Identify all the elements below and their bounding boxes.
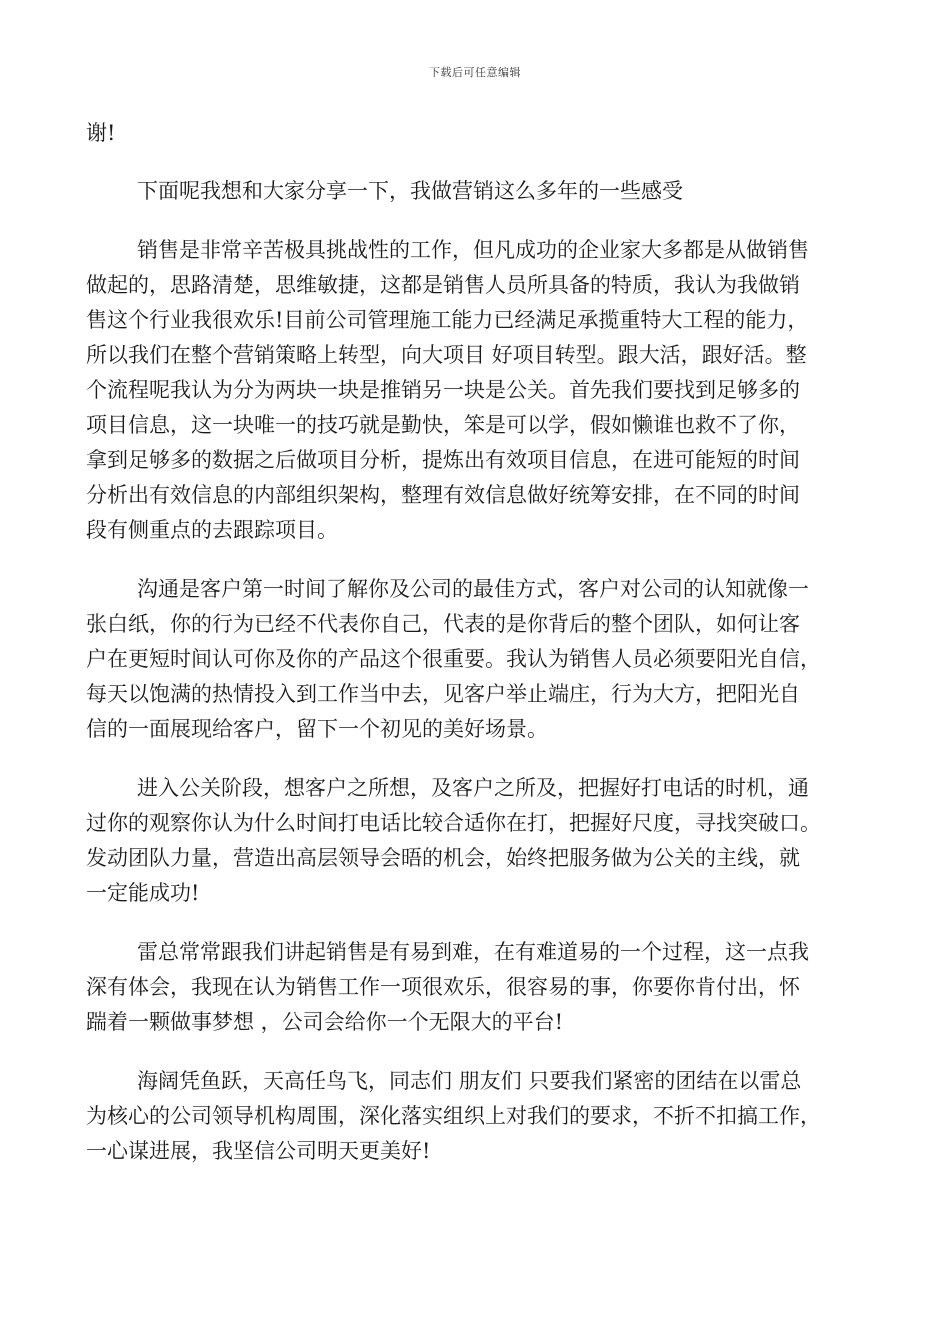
text-line: 信的一面展现给客户，留下一个初见的美好场景。 — [86, 717, 548, 741]
text-line: 发动团队力量，营造出高层领导会晤的机会，始终把服务做为公关的主线，就 — [86, 846, 800, 870]
text-line: 个流程呢我认为分为两块一块是推销另一块是公关。首先我们要找到足够多的 — [86, 378, 800, 402]
text-line: 踹着一颗做事梦想 ，公司会给你一个无限大的平台! — [86, 1010, 564, 1034]
text-line: 拿到足够多的数据之后做项目分析，提炼出有效项目信息，在进可能短的时间 — [86, 448, 800, 472]
text-line: 分析出有效信息的内部组织架构，整理有效信息做好统筹安排，在不同的时间 — [86, 483, 800, 507]
text-line: 谢! — [86, 121, 116, 145]
paragraph — [86, 233, 862, 548]
text-line: 售这个行业我很欢乐!目前公司管理施工能力已经满足承揽重特大工程的能力， — [86, 308, 809, 332]
document-body — [86, 116, 862, 1193]
text-line: 沟通是客户第一时间了解你及公司的最佳方式，客户对公司的认知就像一 — [137, 577, 809, 601]
paragraph — [86, 572, 862, 747]
text-line: 销售是非常辛苦极具挑战性的工作，但凡成功的企业家大多都是从做销售 — [137, 238, 809, 262]
text-line: 一定能成功! — [86, 881, 200, 905]
text-line: 户在更短时间认可你及你的产品这个很重要。我认为销售人员必须要阳光自信， — [86, 647, 821, 671]
text-line: 张白纸，你的行为已经不代表你自己，代表的是你背后的整个团队，如何让客 — [86, 612, 800, 636]
text-line: 所以我们在整个营销策略上转型，向大项目 好项目转型。跟大活，跟好活。整 — [86, 343, 807, 367]
paragraph — [86, 1064, 862, 1169]
paragraph — [86, 174, 862, 209]
text-line: 进入公关阶段，想客户之所想，及客户之所及，把握好打电话的时机，通 — [137, 776, 809, 800]
text-line: 段有侧重点的去跟踪项目。 — [86, 518, 338, 542]
text-line: 海阔凭鱼跃，天高任鸟飞，同志们 朋友们 只要我们紧密的团结在以雷总 — [137, 1069, 802, 1093]
text-line: 深有体会，我现在认为销售工作一项很欢乐，很容易的事，你要你肯付出，怀 — [86, 975, 800, 999]
paragraph — [86, 935, 862, 1040]
text-line: 雷总常常跟我们讲起销售是有易到难，在有难道易的一个过程，这一点我 — [137, 940, 809, 964]
header-note: 下载后可任意编辑 — [429, 66, 521, 79]
text-line: 项目信息，这一块唯一的技巧就是勤快，笨是可以学，假如懒谁也救不了你， — [86, 413, 800, 437]
text-line: 每天以饱满的热情投入到工作当中去，见客户举止端庄，行为大方，把阳光自 — [86, 682, 800, 706]
text-line: 为核心的公司领导机构周围，深化落实组织上对我们的要求，不折不扣搞工作， — [86, 1104, 821, 1128]
paragraph — [86, 116, 862, 151]
paragraph — [86, 771, 862, 911]
text-line: 下面呢我想和大家分享一下，我做营销这么多年的一些感受 — [137, 179, 683, 203]
text-line: 过你的观察你认为什么时间打电话比较合适你在打，把握好尺度，寻找突破口。 — [86, 811, 821, 835]
text-line: 做起的，思路清楚，思维敏捷，这都是销售人员所具备的特质，我认为我做销 — [86, 273, 800, 297]
text-line: 一心谋进展，我坚信公司明天更美好! — [86, 1139, 431, 1163]
